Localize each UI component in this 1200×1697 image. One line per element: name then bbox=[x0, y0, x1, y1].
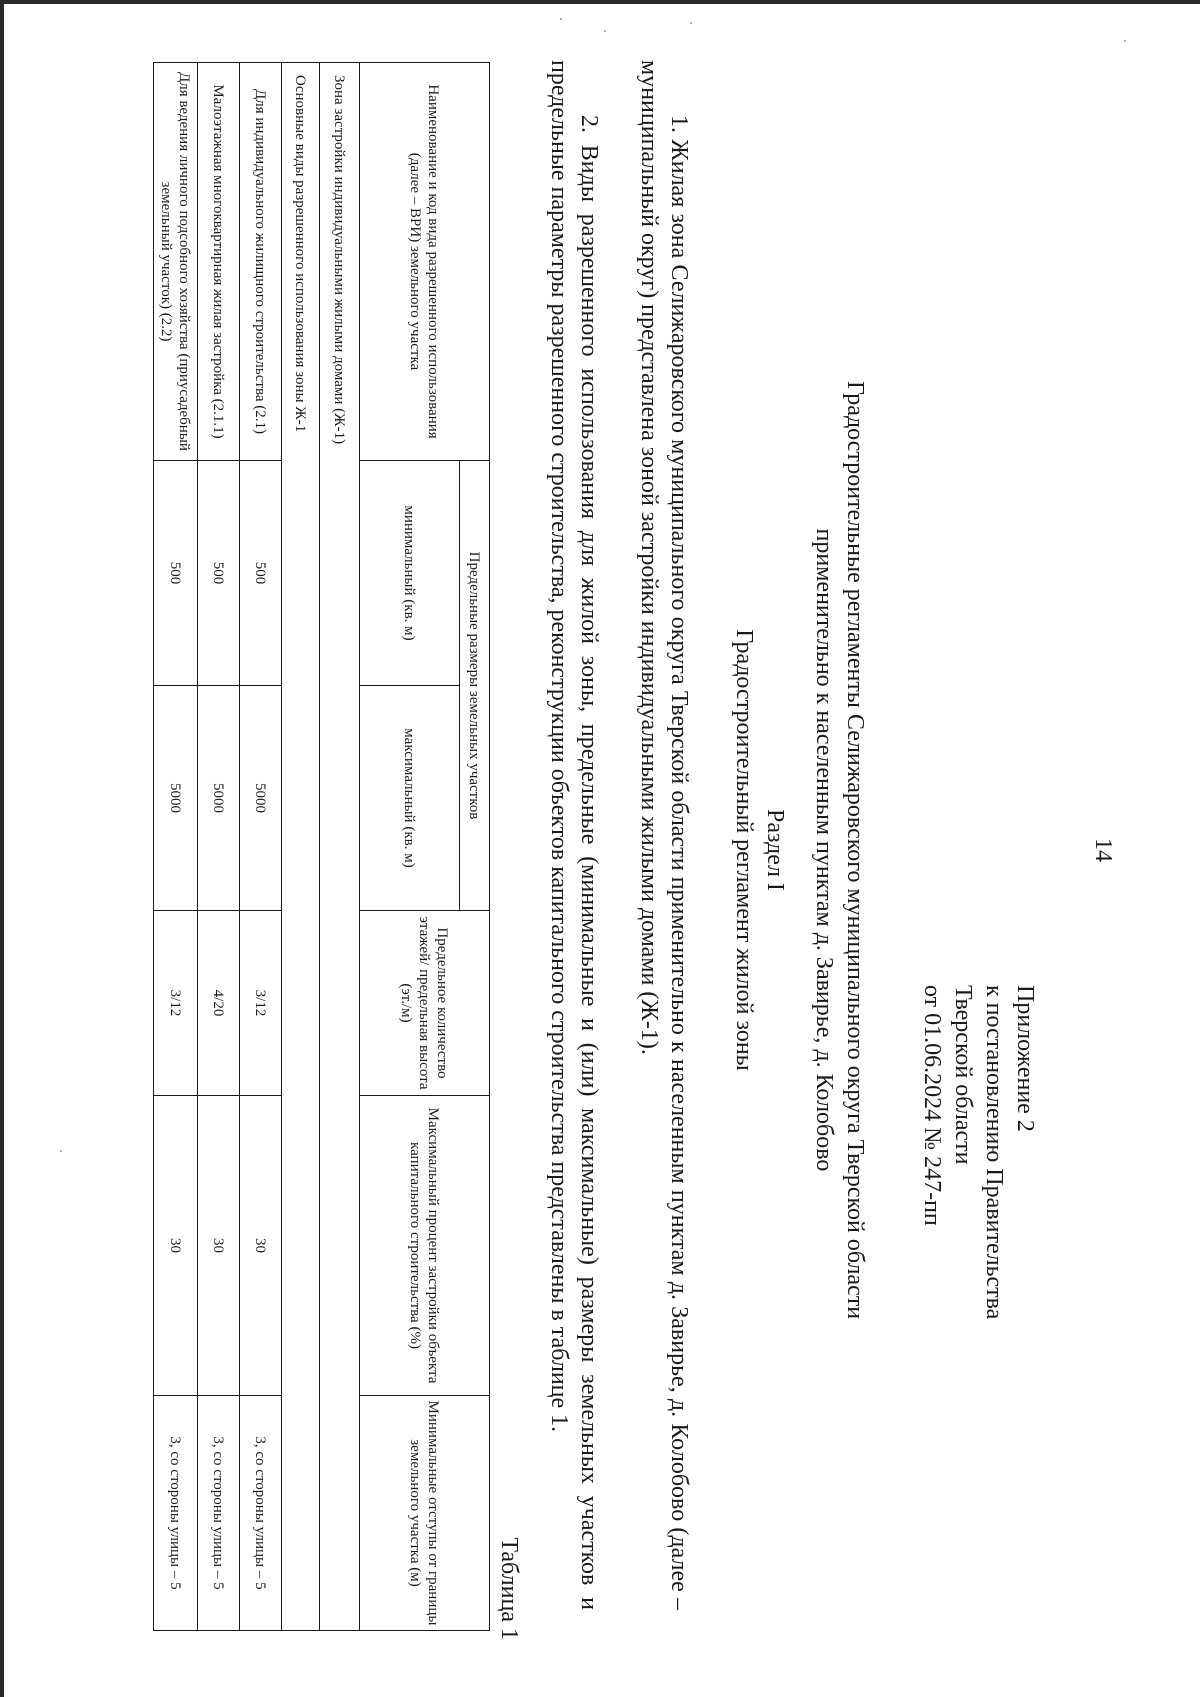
cell-min-area: 500 bbox=[198, 461, 240, 686]
header-min-area: минимальный (кв. м) bbox=[360, 461, 460, 686]
cell-setback: 3, со стороны улицы – 5 bbox=[154, 1396, 198, 1631]
table-row bbox=[240, 63, 282, 1631]
appendix-header bbox=[916, 985, 1040, 1545]
cell-max-area: 5000 bbox=[240, 686, 282, 911]
header-coverage: Максимальный процент застройки объекта капитального строительства (%) bbox=[360, 1096, 490, 1396]
cell-setback: 3, со стороны улицы – 5 bbox=[198, 1396, 240, 1631]
table-row bbox=[198, 63, 240, 1631]
cell-floors: 3/12 bbox=[154, 911, 198, 1096]
header-plot-sizes: Предельные размеры земельных участков bbox=[460, 461, 490, 911]
appendix-line: от 01.06.2024 № 247-пп bbox=[919, 985, 945, 1226]
table-row bbox=[154, 63, 198, 1631]
cell-floors: 4/20 bbox=[198, 911, 240, 1096]
appendix-line: к постановлению Правительства bbox=[981, 985, 1007, 1320]
appendix-line: Приложение 2 bbox=[1012, 985, 1038, 1132]
header-vri-name: Наименование и код вида разрешенного использования (далее – ВРИ) земельного участка bbox=[360, 63, 490, 461]
paragraph-1 bbox=[634, 60, 694, 1610]
cell-coverage: 30 bbox=[240, 1096, 282, 1396]
appendix-line: Тверской области bbox=[950, 985, 976, 1165]
cell-min-area: 500 bbox=[240, 461, 282, 686]
section-subtitle: Градостроительный регламент жилой зоны bbox=[731, 629, 757, 1071]
cell-setback: 3, со стороны улицы – 5 bbox=[240, 1396, 282, 1631]
page-number: 14 bbox=[1090, 838, 1116, 862]
header-floors: Предельное количество этажей/ предельная высота (эт./м) bbox=[360, 911, 490, 1096]
table-header-row bbox=[460, 63, 490, 1631]
cell-coverage: 30 bbox=[154, 1096, 198, 1396]
paragraph-1-text: 1. Жилая зона Селижаровского муниципального округа Тверской области применительно к населенным пунктам д. Завирье, д. Колобово (далее – муниципальный округ) представлена зоной застройки индивидуальными жилыми домами (Ж-1). bbox=[636, 60, 692, 1610]
cell-vri-name: Малоэтажная многоквартирная жилая застройка (2.1.1) bbox=[198, 63, 240, 461]
section-name: Раздел I bbox=[762, 809, 788, 891]
zone-label bbox=[320, 63, 360, 1631]
paragraph-2-text: 2. Виды разрешенного использования для жилой зоны, предельные (минимальные и (или) максимальные) размеры земельных участков и предельные параметры разрешенного строительства, реконструкции объектов капитального строительства представлены в таблице 1. bbox=[546, 60, 602, 1610]
document-title bbox=[808, 300, 870, 1400]
subzone-text: Основные виды разрешенного использования зоны Ж-1 bbox=[292, 75, 309, 433]
subzone-label bbox=[282, 63, 320, 1631]
section-heading bbox=[728, 300, 790, 1400]
paragraph-2 bbox=[544, 60, 604, 1610]
subzone-row bbox=[282, 63, 320, 1631]
regulation-table bbox=[153, 62, 490, 1631]
zone-text: Зона застройки индивидуальными жилыми домами (Ж-1) bbox=[331, 75, 348, 445]
cell-coverage: 30 bbox=[198, 1096, 240, 1396]
cell-max-area: 5000 bbox=[154, 686, 198, 911]
header-max-area: максимальный (кв. м) bbox=[360, 686, 460, 911]
zone-row bbox=[320, 63, 360, 1631]
table-caption: Таблица 1 bbox=[496, 1537, 522, 1640]
header-setbacks: Минимальные отступы от границы земельного участка (м) bbox=[360, 1396, 490, 1631]
title-line: применительно к населенным пунктам д. Завирье, д. Колобово bbox=[811, 528, 837, 1172]
cell-floors: 3/12 bbox=[240, 911, 282, 1096]
title-line: Градостроительные регламенты Селижаровского муниципального округа Тверской области bbox=[842, 380, 868, 1320]
cell-vri-name: Для ведения личного подсобного хозяйства (приусадебный земельный участок) (2.2) bbox=[154, 63, 198, 461]
cell-min-area: 500 bbox=[154, 461, 198, 686]
cell-vri-name: Для индивидуального жилищного строительства (2.1) bbox=[240, 63, 282, 461]
cell-max-area: 5000 bbox=[198, 686, 240, 911]
